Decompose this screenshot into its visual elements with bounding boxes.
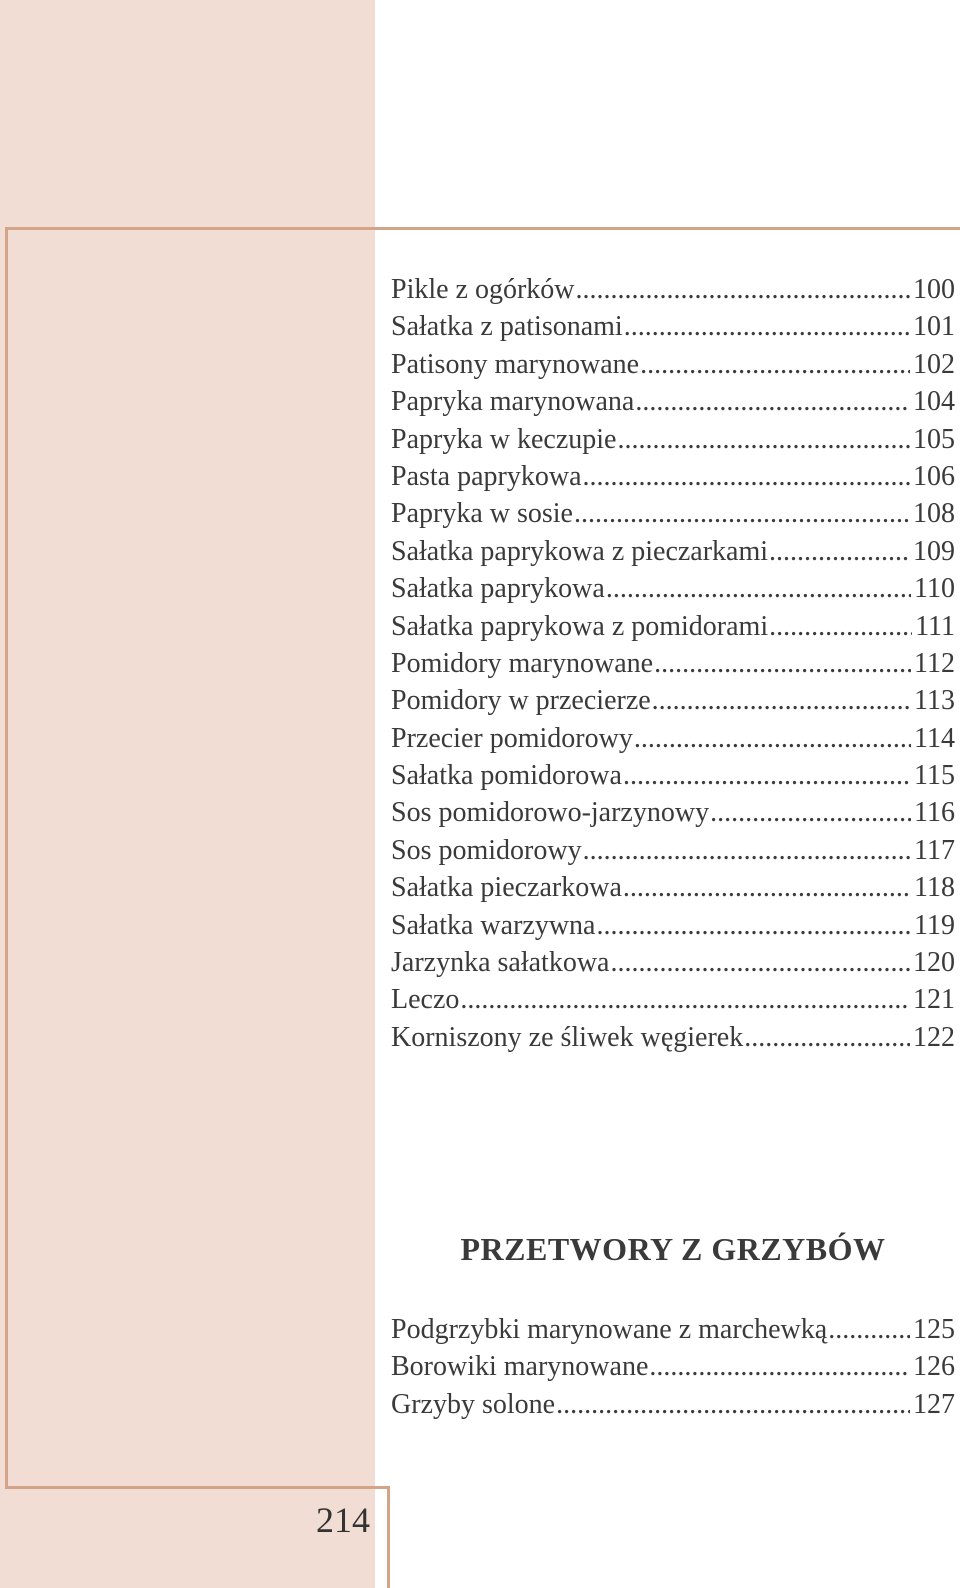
toc-entry[interactable] [391, 421, 955, 458]
toc-entry-title: Papryka marynowana [391, 386, 635, 418]
toc-entry-title: Korniszony ze śliwek węgierek [391, 1021, 744, 1053]
toc-entry-title: Sałatka z patisonami [391, 311, 623, 343]
toc-entry-title: Pomidory marynowane [391, 647, 654, 679]
toc-leader-dots [634, 720, 911, 757]
toc-entry[interactable] [391, 720, 955, 757]
toc-entry-page: 105 [913, 423, 955, 455]
toc-leader-dots [617, 421, 910, 458]
toc-entry-title: Sałatka paprykowa [391, 573, 605, 605]
toc-entry[interactable] [391, 308, 955, 345]
toc-entry-page: 127 [913, 1388, 955, 1420]
toc-entry-title: Sałatka pomidorowa [391, 760, 622, 792]
toc-entry-title: Papryka w keczupie [391, 423, 617, 455]
toc-entry-page: 112 [914, 647, 955, 679]
toc-entry-page: 102 [913, 348, 955, 380]
toc-entry[interactable] [391, 832, 955, 869]
toc-entry-page: 109 [913, 535, 955, 567]
toc-entry-page: 113 [914, 685, 955, 717]
toc-leader-dots [649, 1348, 910, 1385]
toc-leader-dots [652, 682, 911, 719]
toc-entry-page: 115 [914, 760, 955, 792]
toc-entry-page: 104 [913, 386, 955, 418]
toc-leader-dots [744, 1019, 910, 1056]
toc-entry[interactable] [391, 346, 955, 383]
toc-entry-page: 120 [913, 947, 955, 979]
toc-entry-page: 122 [913, 1021, 955, 1053]
frame-rule-bottom [5, 1486, 390, 1489]
toc-leader-dots [654, 645, 911, 682]
toc-leader-dots [596, 907, 911, 944]
toc-entry-title: Leczo [391, 984, 460, 1016]
toc-entry-page: 110 [914, 573, 955, 605]
toc-list [391, 1311, 955, 1423]
toc-entry[interactable] [391, 1386, 955, 1423]
toc-entry-page: 118 [914, 872, 955, 904]
toc-entry-title: Sałatka paprykowa z pieczarkami [391, 535, 769, 567]
toc-entry-title: Papryka w sosie [391, 498, 573, 530]
toc-entry[interactable] [391, 458, 955, 495]
toc-entry[interactable] [391, 757, 955, 794]
toc-leader-dots [623, 869, 911, 906]
section-heading: PRZETWORY Z GRZYBÓW [460, 1231, 886, 1267]
toc-entry-page: 100 [913, 274, 955, 305]
toc-entry[interactable] [391, 869, 955, 906]
toc-entry-page: 117 [914, 834, 955, 866]
toc-leader-dots [769, 533, 910, 570]
toc-leader-dots [460, 981, 910, 1018]
toc-entry[interactable] [391, 608, 955, 645]
toc-entry-title: Patisony marynowane [391, 348, 640, 380]
toc-entry-title: Jarzynka sałatkowa [391, 947, 610, 979]
toc-leader-dots [710, 794, 911, 831]
toc-entry[interactable] [391, 794, 955, 831]
toc-entry-page: 101 [913, 311, 955, 343]
toc-leader-dots [828, 1311, 910, 1348]
toc-leader-dots [624, 308, 910, 345]
toc-leader-dots [574, 495, 910, 532]
toc-leader-dots [606, 570, 911, 607]
frame-rule-left [5, 227, 8, 1489]
toc-entry[interactable] [391, 1348, 955, 1385]
toc-entry-page: 116 [914, 797, 955, 829]
toc-entry[interactable] [391, 907, 955, 944]
toc-entry[interactable] [391, 570, 955, 607]
toc-entry[interactable] [391, 533, 955, 570]
toc-entry-title: Przecier pomidorowy [391, 722, 633, 754]
toc-entry-page: 111 [915, 610, 955, 642]
left-color-panel [0, 0, 375, 1588]
toc-entry-page: 108 [913, 498, 955, 530]
toc-entry[interactable] [391, 981, 955, 1018]
toc-entry[interactable] [391, 944, 955, 981]
toc-entry-page: 106 [913, 460, 955, 492]
toc-leader-dots [583, 832, 911, 869]
toc-entry[interactable] [391, 1019, 955, 1056]
toc-entry[interactable] [391, 495, 955, 532]
toc-entry-title: Borowiki marynowane [391, 1351, 649, 1383]
toc-leader-dots [769, 608, 912, 645]
toc-leader-dots [610, 944, 910, 981]
toc-entry-title: Pasta paprykowa [391, 460, 582, 492]
toc-entry[interactable] [391, 383, 955, 420]
toc-leader-dots [623, 757, 911, 794]
toc-entry[interactable] [391, 1311, 955, 1348]
toc-list [391, 271, 955, 1056]
toc-entry[interactable] [391, 271, 955, 308]
toc-leader-dots [576, 271, 910, 308]
toc-entry[interactable] [391, 682, 955, 719]
toc-entry-page: 121 [913, 984, 955, 1016]
toc-entry-title: Sos pomidorowo-jarzynowy [391, 797, 710, 829]
toc-leader-dots [635, 383, 910, 420]
toc-entry-page: 125 [913, 1314, 955, 1345]
toc-leader-dots [556, 1386, 910, 1423]
toc-mushrooms [391, 1311, 955, 1423]
toc-entry-title: Sałatka paprykowa z pomidorami [391, 610, 769, 642]
toc-entry-title: Sos pomidorowy [391, 834, 582, 866]
toc-leader-dots [640, 346, 910, 383]
toc-entry-title: Pikle z ogórków [391, 274, 575, 305]
toc-entry-page: 119 [914, 909, 955, 941]
toc-entry-page: 114 [914, 722, 955, 754]
page-number: 214 [316, 1500, 370, 1540]
toc-leader-dots [583, 458, 910, 495]
frame-rule-corner [387, 1486, 390, 1588]
toc-entry-title: Grzyby solone [391, 1388, 556, 1420]
toc-entry[interactable] [391, 645, 955, 682]
frame-rule-top [5, 227, 960, 230]
toc-entry-title: Sałatka pieczarkowa [391, 872, 622, 904]
toc-entry-title: Pomidory w przecierze [391, 685, 651, 717]
toc-entry-title: Sałatka warzywna [391, 909, 596, 941]
toc-entry-title: Podgrzybki marynowane z marchewką [391, 1314, 828, 1345]
toc-entry-page: 126 [913, 1351, 955, 1383]
toc-vegetables [391, 271, 955, 1056]
